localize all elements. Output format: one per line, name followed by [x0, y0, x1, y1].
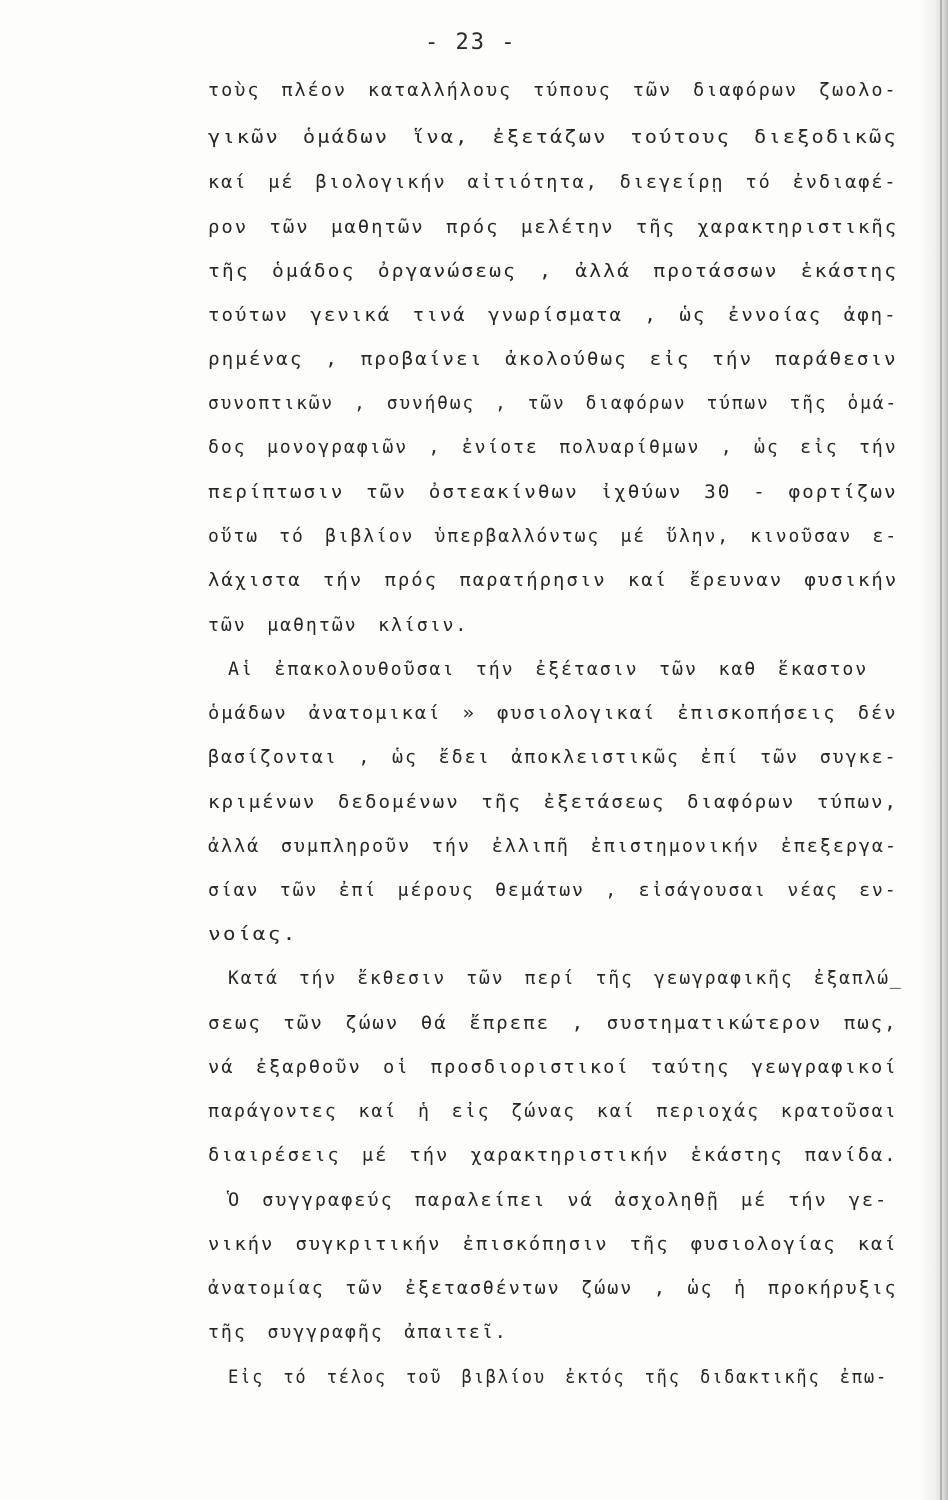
text-line: παράγοντες καί ἡ εἰς ζώνας καί περιοχάς κρατοῦσαι — [208, 1100, 898, 1122]
text-line: νά ἐξαρθοῦν οἱ προσδιοριστικοί ταύτης γεωγραφικοί — [208, 1056, 898, 1078]
text-line: γικῶν ὁμάδων ἵνα, ἐξετάζων τούτους διεξοδικῶς — [208, 126, 898, 148]
text-line: βασίζονται , ὡς ἔδει ἀποκλειστικῶς ἐπί τῶν συγκε- — [208, 746, 898, 768]
text-line: Κατά τήν ἔκθεσιν τῶν περί τῆς γεωγραφικῆς ἐξαπλώ_ — [228, 967, 903, 989]
text-line: σεως τῶν ζώων θά ἔπρεπε , συστηματικώτερον πως, — [208, 1012, 898, 1034]
text-line: κριμένων δεδομένων τῆς ἐξετάσεως διαφόρων τύπων, — [208, 791, 899, 813]
text-line: διαιρέσεις μέ τήν χαρακτηριστικήν ἑκάστης πανίδα. — [208, 1144, 898, 1166]
text-line: τούτων γενικά τινά γνωρίσματα , ὡς ἐννοίας ἀφη- — [208, 304, 898, 326]
text-line: τῶν μαθητῶν κλίσιν. — [208, 614, 469, 636]
text-line: οὕτω τό βιβλίον ὑπερβαλλόντως μέ ὕλην, κινοῦσαν ε- — [208, 525, 898, 547]
text-line: σίαν τῶν ἐπί μέρους θεμάτων , εἰσάγουσαι νέας εν- — [208, 879, 898, 901]
text-line: νικήν συγκριτικήν ἐπισκόπησιν τῆς φυσιολογίας καί — [208, 1233, 898, 1255]
text-line: τῆς ὁμάδος ὀργανώσεως , ἀλλά προτάσσων ἑκάστης — [208, 260, 899, 282]
text-line: ρημένας , προβαίνει ἀκολούθως εἰς τήν παράθεσιν — [208, 348, 898, 370]
text-line: δος μονογραφιῶν , ἐνίοτε πολυαρίθμων , ὡς εἰς τήν — [208, 436, 898, 458]
text-line: Αἱ ἐπακολουθοῦσαι τήν ἐξέτασιν τῶν καθ ἕκαστον — [228, 658, 869, 680]
text-line: τῆς συγγραφῆς ἀπαιτεῖ. — [208, 1321, 508, 1343]
page-number: - 23 - — [425, 30, 517, 55]
text-line: ἀνατομίας τῶν ἐξετασθέντων ζώων , ὡς ἡ προκήρυξις — [208, 1277, 898, 1299]
text-line: συνοπτικῶν , συνήθως , τῶν διαφόρων τύπων τῆς ὁμά- — [208, 392, 898, 414]
text-line: τοὺς πλέον καταλλήλους τύπους τῶν διαφόρων ζωολο- — [208, 79, 898, 101]
text-line: ἀλλά συμπληροῦν τήν ἐλλιπῆ ἐπιστημονικήν ἐπεξεργα- — [208, 835, 898, 857]
text-line: ὁμάδων ἀνατομικαί » φυσιολογικαί ἐπισκοπήσεις δέν — [208, 702, 898, 724]
text-line: ρον τῶν μαθητῶν πρός μελέτην τῆς χαρακτηριστικῆς — [208, 216, 899, 238]
text-line: περίπτωσιν τῶν ὀστεακίνθων ἰχθύων 30 - φορτίζων — [208, 481, 898, 503]
text-line: Ὁ συγγραφεύς παραλείπει νά ἀσχοληθῇ μέ τήν γε- — [228, 1189, 889, 1211]
text-line: νοίας. — [208, 923, 298, 945]
text-line: λάχιστα τήν πρός παρατήρησιν καί ἔρευναν φυσικήν — [208, 569, 899, 591]
text-line: Εἰς τό τέλος τοῦ βιβλίου ἐκτός τῆς διδακτικῆς ἐπω- — [228, 1366, 888, 1388]
text-line: καί μέ βιολογικήν αἰτιότητα, διεγείρῃ τό ἐνδιαφέ- — [208, 171, 898, 193]
